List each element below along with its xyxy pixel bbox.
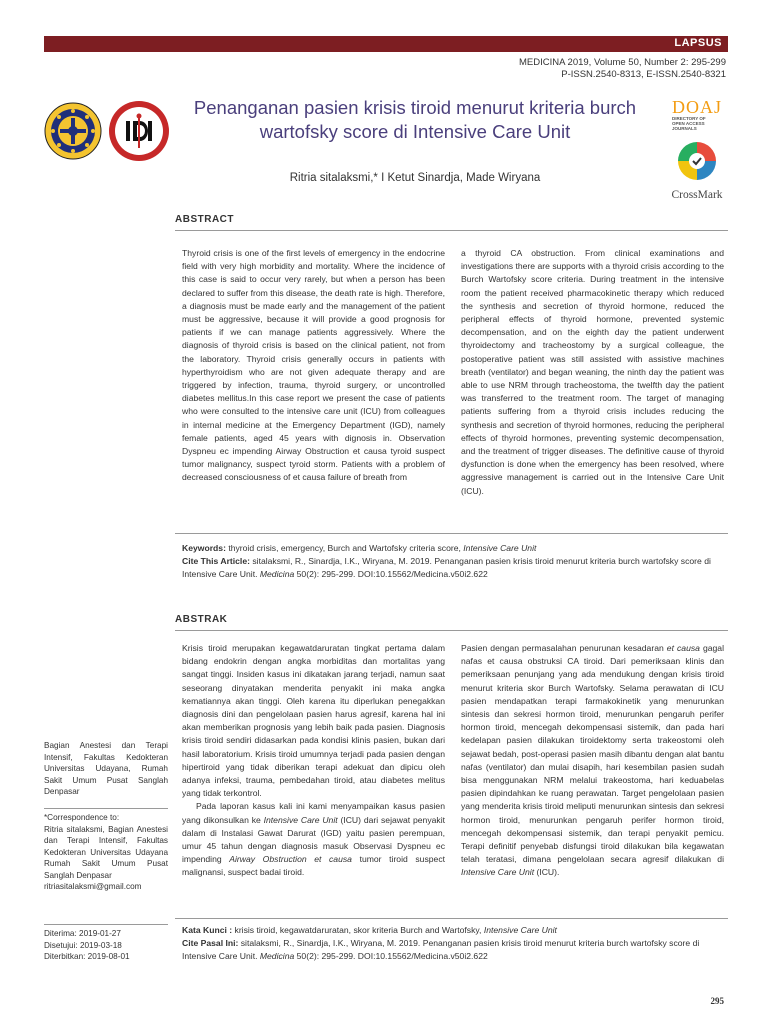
dates-rule (44, 924, 168, 925)
keywords-rule-en (175, 533, 728, 534)
keywords-rule-id (175, 918, 728, 919)
section-label: LAPSUS (674, 37, 722, 49)
crossmark-label: CrossMark (671, 189, 723, 201)
abstract-left-column (182, 247, 445, 485)
author-affiliation: Bagian Anestesi dan Terapi Intensif, Fakultas Kedokteran Universitas Udayana, Rumah Sakit Umum Pusat Sanglah Denpasar (44, 741, 168, 796)
cite-pasal-journal: Medicina (259, 951, 295, 961)
accepted-date: Disetujui: 2019-03-18 (44, 940, 122, 950)
correspondence-block (44, 812, 168, 893)
abstrak-heading: ABSTRAK (175, 614, 228, 625)
cite-journal: Medicina (259, 569, 295, 579)
keywords-text: thyroid crisis, emergency, Burch and Wartofsky criteria score, (225, 543, 464, 553)
doaj-subtitle-1: DIRECTORY OF (672, 116, 706, 121)
article-dates (44, 928, 168, 963)
abstrak-left-p1: Krisis tiroid merupakan kegawatdaruratan tingkat pertama dalam bidang endokrin dengan angka morbiditas dan mortalitas yang sangat tinggi. Insiden kasus ini dikatakan jarang terjadi, namun saat seseorang dinyatakan menderita penyakit ini maka angka kematiannya akan tinggi. Oleh karena itu diperlukan penegakkan diagnosis dini dan pengelolaan pasien harus agresif, karena hal ini akan memberikan prognosis yang lebih baik pada pasien. Diagnosis krisis tiroid sendiri didasarkan pada kondisi klinis pasien, bukan dari hasil laboratorium. Krisis tiroid umumnya terjadi pada pasien dengan hipertiroid yang tidak diberikan terapi adekuat dan dipicu oleh adanya infeksi, trauma, pembedahan tiroid, atau diabetes melitus yang tidak terkontrol. (182, 643, 445, 799)
cite-label: Cite This Article: (182, 556, 250, 566)
correspondence-label: *Correspondence to: (44, 813, 120, 822)
university-seal-logo (44, 102, 102, 160)
keywords-label: Keywords: (182, 543, 226, 553)
section-header-bar (44, 36, 728, 52)
cite-pasal-tail: 50(2): 295-299. DOI:10.15562/Medicina.v50i2.622 (294, 951, 488, 961)
page-number: 295 (710, 996, 724, 1006)
abstrak-rule (175, 630, 728, 631)
abstrak-left-p2-italic-2: Airway Obstruction et causa (229, 854, 352, 865)
abstrak-right-a: Pasien dengan permasalahan penurunan kesadaran (461, 643, 667, 653)
kata-kunci-italic: Intensive Care Unit (483, 925, 557, 935)
abstrak-left-p2-italic-1: Intensive Care Unit (263, 814, 338, 825)
abstrak-left-column (182, 642, 445, 880)
article-title: Penanganan pasien krisis tiroid menurut kriteria burch wartofsky score di Intensive Care Unit (193, 97, 637, 142)
abstrak-right-italic-1: et causa (666, 643, 700, 653)
issn-line: P-ISSN.2540-8313, E-ISSN.2540-8321 (561, 69, 726, 80)
abstrak-left-p2-b: (ICU) dari sejawat penyakit dalam di Instalasi Gawat Darurat (IGD) yaitu pasien perempuan, umur 45 tahun dengan diagnosis masuk Observasi Dyspneu ec impending (182, 814, 445, 865)
abstract-right-text: a thyroid CA obstruction. From clinical examinations and investigations there are supports with a thyroid crisis according to the Burch Wartofsky score criteria. During treatment in the intensive room the patient received pharmacokinetic therapy which reduced the synthesis and secretion of thyroid hormone, reduced the peripheral effects of thyroid hormone, prevented systemic decompensation, and on the eighth day the patient underwent thyroidectomy and tracheostomy by a surgical colleague, the postoperative patient was still assisted with assistive machines breath (ventilator) and began weaning, the ninth day the patient was able to use NRM through tracheostoma, the twelfth day the patient was transferred to the treatment room. The target of managing patients suffering from a thyroid crisis includes reducing the synthesis and secretion of thyroid hormones, reducing the peripheral effects of thyroid hormones, preventing systemic decompensation, and the treatment of trigger diseases. The definitive cause of thyroid dysfunction is done when the emergency has been resolved, where aggressive management is carried out in the Intensive Care Unit (ICU). (461, 248, 724, 496)
doaj-logo[interactable] (672, 98, 728, 134)
keywords-block-id (182, 924, 728, 963)
cite-pasal-label: Cite Pasal Ini: (182, 938, 239, 948)
abstrak-right-italic-2: Intensive Care Unit (461, 867, 535, 878)
correspondence-email[interactable]: ritriasitalaksmi@gmail.com (44, 882, 142, 891)
abstrak-left-p2-c: tumor tiroid suspect malignansi, suspect badai tiroid. (182, 854, 446, 878)
journal-line: MEDICINA 2019, Volume 50, Number 2: 295-299 (518, 57, 726, 68)
crossmark-badge[interactable] (666, 140, 728, 206)
kata-kunci-text: krisis tiroid, kegawatdaruratan, skor kriteria Burch and Wartofsky, (232, 925, 484, 935)
keywords-block-en (182, 542, 728, 581)
abstract-rule (175, 230, 728, 231)
abstract-left-text: Thyroid crisis is one of the first levels of emergency in the endocrine field with very high morbidity and mortality. Where the incidence of this case is said to occur very rarely, but when a person has been declared to suffer from this disease, the death rate is high. Therefore, a diagnosis must be made early and the management of the patient must be aggressive, because it will provide a good prognosis for patients if we can manage patients aggressively. Where the diagnosis of thyroid crisis is based on the clinical patient, not from the laboratory. Thyroid crisis generally occurs in patients with hyperthyroidism who are not given adequate therapy and are triggered by infection, trauma, thyroid surgery, or uncontrolled diabetes mellitus.In this case report we present the case of patients who were consulted to the intensive care unit (ICU) from colleagues in internal medicine at the Emergency Department (IGD), namely female patients, aged 45 years with dignosis in. Observation Dyspneu ec impending Airway Obstruction et causa tyroid suspect tumor malignancy, suspect tyroid storm. Patients with a problem of decreased consciousness of et causa failure of breath from (182, 248, 445, 483)
cite-text: sitalaksmi, R., Sinardja, I.K., Wiryana, M. 2019. Penanganan pasien krisis tiroid menurut kriteria burch wartofsky score di Intensive Care Unit. (182, 556, 711, 579)
author-list: Ritria sitalaksmi,* I Ketut Sinardja, Made Wiryana (289, 172, 541, 184)
correspondence-text: Ritria sitalaksmi, Bagian Anestesi dan Terapi Intensif, Fakultas Kedokteran Universitas Udayana Rumah Sakit Umum Pusat Sanglah Denpasar (44, 824, 168, 880)
idi-logo (108, 100, 170, 162)
doaj-subtitle-2: OPEN ACCESS (672, 121, 705, 126)
abstrak-right-b: gagal nafas et causa obstruksi CA tiroid. Dari pemeriksaan klinis dan pemeriksaan penunjang yang ada mendukung dengan krisis tiroid menurut kriteria skor Burch Wartofsky. Selama perawatan di ICU pasien mendapatkan terapi farmakokinetik yang menurunkan sintesis dan sekresi hormon tiroid, menurunkan pengaruh perifer hormon tiroid, mencegah dekompensasi sistemik, dan pada hari kedelapan pasien dilakukan tiroidektomy serta trakeostomi oleh sejawat bedah, post-operasi pasien masih dibantu dengan alat bantu nafas (ventilator) dan mulai disapih, hari kesembilan pasien sudah bisa menggunakan NRM melalui trakeostoma, hari keduabelas pasien dipindahkan ke ruang perawatan. Target pengelolaan pasien yang menderita krisis tiroid meliputi menurunkan sintesis dan sekresi hormon tiroid, menurunkan pengaruh perifer hormon tiroid, mencegah dekompensasi sistemik, dan terapi penyakit pemicu. Terapi definitif penyebab disfungsi tiroid dilakukan bila kegawatan telah teratasi, dimana pengelolaan secara agresif dilakukan di (461, 643, 724, 865)
cite-pasal-text: sitalaksmi, R., Sinardja, I.K., Wiryana, M. 2019. Penanganan pasien krisis tiroid menurut kriteria burch wartofsky score di Intensive Care Unit. (182, 938, 700, 961)
journal-citation (446, 57, 726, 81)
abstrak-left-p2-a: Pada laporan kasus kali ini kami menyampaikan kasus pasien yang dikonsulkan ke (182, 801, 445, 825)
cite-tail: 50(2): 295-299. DOI:10.15562/Medicina.v50i2.622 (294, 569, 488, 579)
abstrak-right-c: (ICU). (534, 867, 560, 878)
abstract-right-column (461, 247, 724, 498)
published-date: Diterbitkan: 2019-08-01 (44, 952, 130, 961)
abstrak-right-column (461, 642, 724, 880)
abstrak-left-p2 (182, 800, 445, 879)
keywords-italic: Intensive Care Unit (463, 543, 537, 553)
received-date: Diterima: 2019-01-27 (44, 929, 121, 938)
doaj-subtitle-3: JOURNALS (672, 126, 697, 131)
doaj-wordmark: DOAJ (672, 97, 723, 117)
crossmark-icon (676, 140, 718, 182)
kata-kunci-label: Kata Kunci : (182, 925, 233, 935)
abstract-heading: ABSTRACT (175, 214, 234, 225)
affiliation-rule (44, 808, 168, 809)
abstrak-right-text (461, 642, 724, 880)
